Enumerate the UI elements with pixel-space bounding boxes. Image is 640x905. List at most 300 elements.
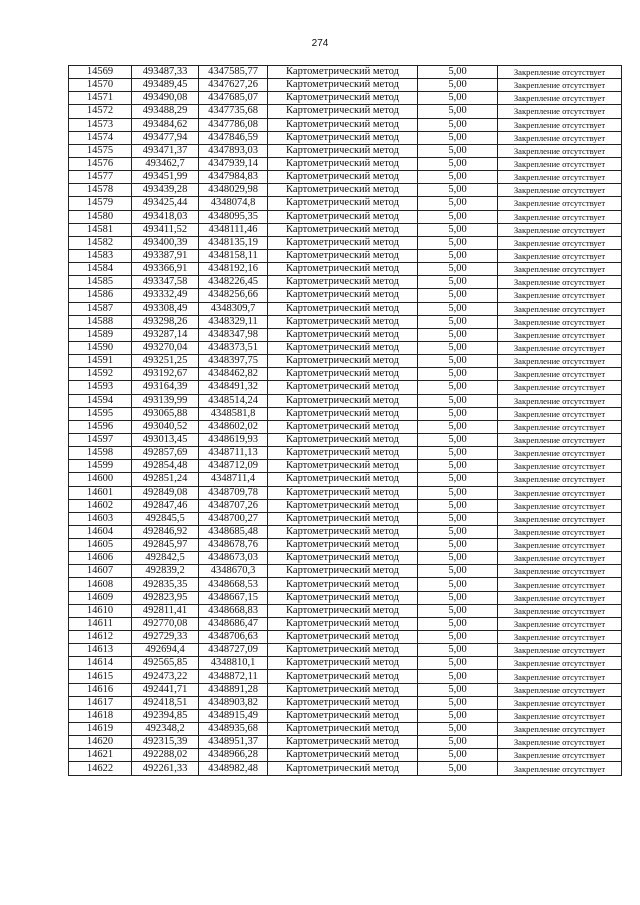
accuracy-cell: 5,00: [418, 433, 498, 446]
y-coordinate-cell: 4348810,1: [199, 657, 268, 670]
method-cell: Картометрический метод: [268, 249, 418, 262]
method-cell: Картометрический метод: [268, 539, 418, 552]
x-coordinate-cell: 492694,4: [132, 644, 199, 657]
status-cell: Закрепление отсутствует: [498, 762, 622, 775]
y-coordinate-cell: 4348135,19: [199, 236, 268, 249]
point-number-cell: 14611: [69, 617, 132, 630]
accuracy-cell: 5,00: [418, 539, 498, 552]
status-cell: Закрепление отсутствует: [498, 512, 622, 525]
x-coordinate-cell: 492839,2: [132, 565, 199, 578]
table-row: [69, 249, 622, 262]
point-number-cell: 14602: [69, 499, 132, 512]
method-cell: Картометрический метод: [268, 368, 418, 381]
status-cell: Закрепление отсутствует: [498, 381, 622, 394]
status-cell: Закрепление отсутствует: [498, 263, 622, 276]
point-number-cell: 14588: [69, 315, 132, 328]
x-coordinate-cell: 493366,91: [132, 263, 199, 276]
x-coordinate-cell: 492835,35: [132, 578, 199, 591]
table-row: [69, 657, 622, 670]
x-coordinate-cell: 492811,41: [132, 604, 199, 617]
method-cell: Картометрический метод: [268, 709, 418, 722]
y-coordinate-cell: 4348309,7: [199, 302, 268, 315]
point-number-cell: 14598: [69, 447, 132, 460]
method-cell: Картометрический метод: [268, 328, 418, 341]
table-row: [69, 171, 622, 184]
point-number-cell: 14610: [69, 604, 132, 617]
point-number-cell: 14613: [69, 644, 132, 657]
status-cell: Закрепление отсутствует: [498, 709, 622, 722]
status-cell: Закрепление отсутствует: [498, 657, 622, 670]
x-coordinate-cell: 493270,04: [132, 341, 199, 354]
method-cell: Картометрический метод: [268, 131, 418, 144]
status-cell: Закрепление отсутствует: [498, 631, 622, 644]
accuracy-cell: 5,00: [418, 696, 498, 709]
status-cell: Закрепление отсутствует: [498, 407, 622, 420]
y-coordinate-cell: 4348074,8: [199, 197, 268, 210]
table-row: [69, 709, 622, 722]
accuracy-cell: 5,00: [418, 223, 498, 236]
y-coordinate-cell: 4348712,09: [199, 460, 268, 473]
point-number-cell: 14571: [69, 92, 132, 105]
x-coordinate-cell: 493040,52: [132, 420, 199, 433]
y-coordinate-cell: 4348915,49: [199, 709, 268, 722]
accuracy-cell: 5,00: [418, 420, 498, 433]
method-cell: Картометрический метод: [268, 565, 418, 578]
method-cell: Картометрический метод: [268, 394, 418, 407]
status-cell: Закрепление отсутствует: [498, 578, 622, 591]
y-coordinate-cell: 4348711,13: [199, 447, 268, 460]
table-row: [69, 210, 622, 223]
y-coordinate-cell: 4348727,09: [199, 644, 268, 657]
accuracy-cell: 5,00: [418, 473, 498, 486]
accuracy-cell: 5,00: [418, 144, 498, 157]
table-row: [69, 683, 622, 696]
y-coordinate-cell: 4348602,02: [199, 420, 268, 433]
x-coordinate-cell: 493139,99: [132, 394, 199, 407]
method-cell: Картометрический метод: [268, 683, 418, 696]
y-coordinate-cell: 4348700,27: [199, 512, 268, 525]
x-coordinate-cell: 492261,33: [132, 762, 199, 775]
x-coordinate-cell: 493477,94: [132, 131, 199, 144]
method-cell: Картометрический метод: [268, 473, 418, 486]
y-coordinate-cell: 4348667,15: [199, 591, 268, 604]
accuracy-cell: 5,00: [418, 591, 498, 604]
method-cell: Картометрический метод: [268, 92, 418, 105]
x-coordinate-cell: 492823,95: [132, 591, 199, 604]
x-coordinate-cell: 492418,51: [132, 696, 199, 709]
y-coordinate-cell: 4348951,37: [199, 736, 268, 749]
y-coordinate-cell: 4348462,82: [199, 368, 268, 381]
point-number-cell: 14569: [69, 66, 132, 79]
method-cell: Картометрический метод: [268, 433, 418, 446]
x-coordinate-cell: 493488,29: [132, 105, 199, 118]
x-coordinate-cell: 493400,39: [132, 236, 199, 249]
point-number-cell: 14587: [69, 302, 132, 315]
point-number-cell: 14573: [69, 118, 132, 131]
y-coordinate-cell: 4348891,28: [199, 683, 268, 696]
accuracy-cell: 5,00: [418, 486, 498, 499]
point-number-cell: 14577: [69, 171, 132, 184]
method-cell: Картометрический метод: [268, 604, 418, 617]
table-row: [69, 79, 622, 92]
x-coordinate-cell: 492473,22: [132, 670, 199, 683]
point-number-cell: 14585: [69, 276, 132, 289]
x-coordinate-cell: 493287,14: [132, 328, 199, 341]
accuracy-cell: 5,00: [418, 657, 498, 670]
method-cell: Картометрический метод: [268, 223, 418, 236]
status-cell: Закрепление отсутствует: [498, 223, 622, 236]
table-row: [69, 512, 622, 525]
point-number-cell: 14599: [69, 460, 132, 473]
point-number-cell: 14570: [69, 79, 132, 92]
method-cell: Картометрический метод: [268, 631, 418, 644]
accuracy-cell: 5,00: [418, 565, 498, 578]
y-coordinate-cell: 4348329,11: [199, 315, 268, 328]
x-coordinate-cell: 493418,03: [132, 210, 199, 223]
accuracy-cell: 5,00: [418, 92, 498, 105]
method-cell: Картометрический метод: [268, 355, 418, 368]
table-row: [69, 473, 622, 486]
point-number-cell: 14607: [69, 565, 132, 578]
y-coordinate-cell: 4347846,59: [199, 131, 268, 144]
table-row: [69, 604, 622, 617]
accuracy-cell: 5,00: [418, 263, 498, 276]
x-coordinate-cell: 493490,08: [132, 92, 199, 105]
point-number-cell: 14580: [69, 210, 132, 223]
table-row: [69, 157, 622, 170]
status-cell: Закрепление отсутствует: [498, 157, 622, 170]
y-coordinate-cell: 4348673,03: [199, 552, 268, 565]
table-row: [69, 223, 622, 236]
accuracy-cell: 5,00: [418, 447, 498, 460]
status-cell: Закрепление отсутствует: [498, 302, 622, 315]
status-cell: Закрепление отсутствует: [498, 604, 622, 617]
table-row: [69, 525, 622, 538]
accuracy-cell: 5,00: [418, 683, 498, 696]
page-number: 274: [311, 38, 329, 49]
table-row: [69, 460, 622, 473]
point-number-cell: 14579: [69, 197, 132, 210]
method-cell: Картометрический метод: [268, 341, 418, 354]
x-coordinate-cell: 493065,88: [132, 407, 199, 420]
method-cell: Картометрический метод: [268, 762, 418, 775]
y-coordinate-cell: 4348966,28: [199, 749, 268, 762]
x-coordinate-cell: 492315,39: [132, 736, 199, 749]
x-coordinate-cell: 493192,67: [132, 368, 199, 381]
accuracy-cell: 5,00: [418, 736, 498, 749]
y-coordinate-cell: 4348158,11: [199, 249, 268, 262]
method-cell: Картометрический метод: [268, 171, 418, 184]
coordinates-table-body: [69, 66, 622, 776]
table-row: [69, 144, 622, 157]
status-cell: Закрепление отсутствует: [498, 460, 622, 473]
x-coordinate-cell: 492729,33: [132, 631, 199, 644]
table-row: [69, 92, 622, 105]
status-cell: Закрепление отсутствует: [498, 276, 622, 289]
x-coordinate-cell: 493298,26: [132, 315, 199, 328]
y-coordinate-cell: 4348668,83: [199, 604, 268, 617]
method-cell: Картометрический метод: [268, 736, 418, 749]
accuracy-cell: 5,00: [418, 276, 498, 289]
method-cell: Картометрический метод: [268, 696, 418, 709]
method-cell: Картометрический метод: [268, 499, 418, 512]
accuracy-cell: 5,00: [418, 631, 498, 644]
point-number-cell: 14582: [69, 236, 132, 249]
x-coordinate-cell: 493332,49: [132, 289, 199, 302]
status-cell: Закрепление отсутствует: [498, 670, 622, 683]
table-row: [69, 552, 622, 565]
method-cell: Картометрический метод: [268, 157, 418, 170]
x-coordinate-cell: 493484,62: [132, 118, 199, 131]
y-coordinate-cell: 4348706,63: [199, 631, 268, 644]
method-cell: Картометрический метод: [268, 210, 418, 223]
point-number-cell: 14606: [69, 552, 132, 565]
table-row: [69, 447, 622, 460]
table-row: [69, 381, 622, 394]
point-number-cell: 14618: [69, 709, 132, 722]
point-number-cell: 14603: [69, 512, 132, 525]
status-cell: Закрепление отсутствует: [498, 328, 622, 341]
method-cell: Картометрический метод: [268, 118, 418, 131]
status-cell: Закрепление отсутствует: [498, 197, 622, 210]
point-number-cell: 14616: [69, 683, 132, 696]
method-cell: Картометрический метод: [268, 512, 418, 525]
y-coordinate-cell: 4347939,14: [199, 157, 268, 170]
y-coordinate-cell: 4347685,07: [199, 92, 268, 105]
accuracy-cell: 5,00: [418, 118, 498, 131]
accuracy-cell: 5,00: [418, 302, 498, 315]
accuracy-cell: 5,00: [418, 184, 498, 197]
method-cell: Картометрический метод: [268, 552, 418, 565]
accuracy-cell: 5,00: [418, 578, 498, 591]
accuracy-cell: 5,00: [418, 289, 498, 302]
y-coordinate-cell: 4348397,75: [199, 355, 268, 368]
accuracy-cell: 5,00: [418, 249, 498, 262]
table-row: [69, 749, 622, 762]
table-row: [69, 355, 622, 368]
point-number-cell: 14593: [69, 381, 132, 394]
accuracy-cell: 5,00: [418, 157, 498, 170]
table-row: [69, 591, 622, 604]
accuracy-cell: 5,00: [418, 79, 498, 92]
status-cell: Закрепление отсутствует: [498, 539, 622, 552]
y-coordinate-cell: 4347786,08: [199, 118, 268, 131]
point-number-cell: 14604: [69, 525, 132, 538]
status-cell: Закрепление отсутствует: [498, 118, 622, 131]
table-row: [69, 670, 622, 683]
point-number-cell: 14608: [69, 578, 132, 591]
y-coordinate-cell: 4348707,26: [199, 499, 268, 512]
point-number-cell: 14621: [69, 749, 132, 762]
table-row: [69, 197, 622, 210]
x-coordinate-cell: 492845,5: [132, 512, 199, 525]
table-row: [69, 276, 622, 289]
status-cell: Закрепление отсутствует: [498, 144, 622, 157]
point-number-cell: 14595: [69, 407, 132, 420]
accuracy-cell: 5,00: [418, 499, 498, 512]
accuracy-cell: 5,00: [418, 604, 498, 617]
y-coordinate-cell: 4348226,45: [199, 276, 268, 289]
method-cell: Картометрический метод: [268, 236, 418, 249]
point-number-cell: 14583: [69, 249, 132, 262]
y-coordinate-cell: 4347735,68: [199, 105, 268, 118]
accuracy-cell: 5,00: [418, 131, 498, 144]
point-number-cell: 14590: [69, 341, 132, 354]
x-coordinate-cell: 492770,08: [132, 617, 199, 630]
point-number-cell: 14578: [69, 184, 132, 197]
method-cell: Картометрический метод: [268, 525, 418, 538]
y-coordinate-cell: 4348709,78: [199, 486, 268, 499]
status-cell: Закрепление отсутствует: [498, 420, 622, 433]
accuracy-cell: 5,00: [418, 341, 498, 354]
method-cell: Картометрический метод: [268, 578, 418, 591]
accuracy-cell: 5,00: [418, 762, 498, 775]
table-row: [69, 105, 622, 118]
point-number-cell: 14584: [69, 263, 132, 276]
method-cell: Картометрический метод: [268, 617, 418, 630]
status-cell: Закрепление отсутствует: [498, 249, 622, 262]
x-coordinate-cell: 493308,49: [132, 302, 199, 315]
table-row: [69, 723, 622, 736]
x-coordinate-cell: 493489,45: [132, 79, 199, 92]
point-number-cell: 14597: [69, 433, 132, 446]
table-row: [69, 696, 622, 709]
y-coordinate-cell: 4348111,46: [199, 223, 268, 236]
y-coordinate-cell: 4348678,76: [199, 539, 268, 552]
table-row: [69, 578, 622, 591]
x-coordinate-cell: 492565,85: [132, 657, 199, 670]
point-number-cell: 14586: [69, 289, 132, 302]
point-number-cell: 14605: [69, 539, 132, 552]
point-number-cell: 14614: [69, 657, 132, 670]
method-cell: Картометрический метод: [268, 460, 418, 473]
status-cell: Закрепление отсутствует: [498, 236, 622, 249]
y-coordinate-cell: 4348982,48: [199, 762, 268, 775]
x-coordinate-cell: 493487,33: [132, 66, 199, 79]
x-coordinate-cell: 492348,2: [132, 723, 199, 736]
accuracy-cell: 5,00: [418, 381, 498, 394]
point-number-cell: 14619: [69, 723, 132, 736]
x-coordinate-cell: 492845,97: [132, 539, 199, 552]
table-row: [69, 394, 622, 407]
x-coordinate-cell: 493411,52: [132, 223, 199, 236]
accuracy-cell: 5,00: [418, 670, 498, 683]
y-coordinate-cell: 4348347,98: [199, 328, 268, 341]
x-coordinate-cell: 492394,85: [132, 709, 199, 722]
table-row: [69, 302, 622, 315]
table-row: [69, 499, 622, 512]
accuracy-cell: 5,00: [418, 236, 498, 249]
table-row: [69, 263, 622, 276]
point-number-cell: 14601: [69, 486, 132, 499]
status-cell: Закрепление отсутствует: [498, 486, 622, 499]
point-number-cell: 14591: [69, 355, 132, 368]
status-cell: Закрепление отсутствует: [498, 394, 622, 407]
accuracy-cell: 5,00: [418, 460, 498, 473]
method-cell: Картометрический метод: [268, 591, 418, 604]
y-coordinate-cell: 4348095,35: [199, 210, 268, 223]
table-row: [69, 368, 622, 381]
point-number-cell: 14572: [69, 105, 132, 118]
y-coordinate-cell: 4348192,16: [199, 263, 268, 276]
table-row: [69, 315, 622, 328]
status-cell: Закрепление отсутствует: [498, 184, 622, 197]
point-number-cell: 14600: [69, 473, 132, 486]
point-number-cell: 14576: [69, 157, 132, 170]
y-coordinate-cell: 4347627,26: [199, 79, 268, 92]
point-number-cell: 14609: [69, 591, 132, 604]
accuracy-cell: 5,00: [418, 552, 498, 565]
table-row: [69, 617, 622, 630]
accuracy-cell: 5,00: [418, 368, 498, 381]
method-cell: Картометрический метод: [268, 276, 418, 289]
status-cell: Закрепление отсутствует: [498, 565, 622, 578]
status-cell: Закрепление отсутствует: [498, 552, 622, 565]
accuracy-cell: 5,00: [418, 171, 498, 184]
status-cell: Закрепление отсутствует: [498, 499, 622, 512]
x-coordinate-cell: 493439,28: [132, 184, 199, 197]
x-coordinate-cell: 492851,24: [132, 473, 199, 486]
method-cell: Картометрический метод: [268, 407, 418, 420]
y-coordinate-cell: 4348581,8: [199, 407, 268, 420]
table-row: [69, 184, 622, 197]
y-coordinate-cell: 4348514,24: [199, 394, 268, 407]
status-cell: Закрепление отсутствует: [498, 105, 622, 118]
accuracy-cell: 5,00: [418, 709, 498, 722]
x-coordinate-cell: 493164,39: [132, 381, 199, 394]
x-coordinate-cell: 493462,7: [132, 157, 199, 170]
x-coordinate-cell: 493425,44: [132, 197, 199, 210]
accuracy-cell: 5,00: [418, 105, 498, 118]
status-cell: Закрепление отсутствует: [498, 617, 622, 630]
x-coordinate-cell: 492288,02: [132, 749, 199, 762]
accuracy-cell: 5,00: [418, 749, 498, 762]
table-row: [69, 407, 622, 420]
accuracy-cell: 5,00: [418, 512, 498, 525]
table-row: [69, 131, 622, 144]
table-row: [69, 631, 622, 644]
y-coordinate-cell: 4348619,93: [199, 433, 268, 446]
status-cell: Закрепление отсутствует: [498, 368, 622, 381]
method-cell: Картометрический метод: [268, 670, 418, 683]
point-number-cell: 14575: [69, 144, 132, 157]
table-row: [69, 565, 622, 578]
y-coordinate-cell: 4348373,51: [199, 341, 268, 354]
y-coordinate-cell: 4347585,77: [199, 66, 268, 79]
x-coordinate-cell: 492847,46: [132, 499, 199, 512]
point-number-cell: 14620: [69, 736, 132, 749]
status-cell: Закрепление отсутствует: [498, 289, 622, 302]
status-cell: Закрепление отсутствует: [498, 591, 622, 604]
status-cell: Закрепление отсутствует: [498, 131, 622, 144]
table-row: [69, 762, 622, 775]
y-coordinate-cell: 4348491,32: [199, 381, 268, 394]
table-row: [69, 341, 622, 354]
point-number-cell: 14612: [69, 631, 132, 644]
x-coordinate-cell: 493347,58: [132, 276, 199, 289]
point-number-cell: 14594: [69, 394, 132, 407]
y-coordinate-cell: 4348685,48: [199, 525, 268, 538]
table-row: [69, 486, 622, 499]
method-cell: Картометрический метод: [268, 197, 418, 210]
status-cell: Закрепление отсутствует: [498, 736, 622, 749]
accuracy-cell: 5,00: [418, 210, 498, 223]
table-row: [69, 539, 622, 552]
method-cell: Картометрический метод: [268, 263, 418, 276]
status-cell: Закрепление отсутствует: [498, 644, 622, 657]
method-cell: Картометрический метод: [268, 723, 418, 736]
method-cell: Картометрический метод: [268, 105, 418, 118]
